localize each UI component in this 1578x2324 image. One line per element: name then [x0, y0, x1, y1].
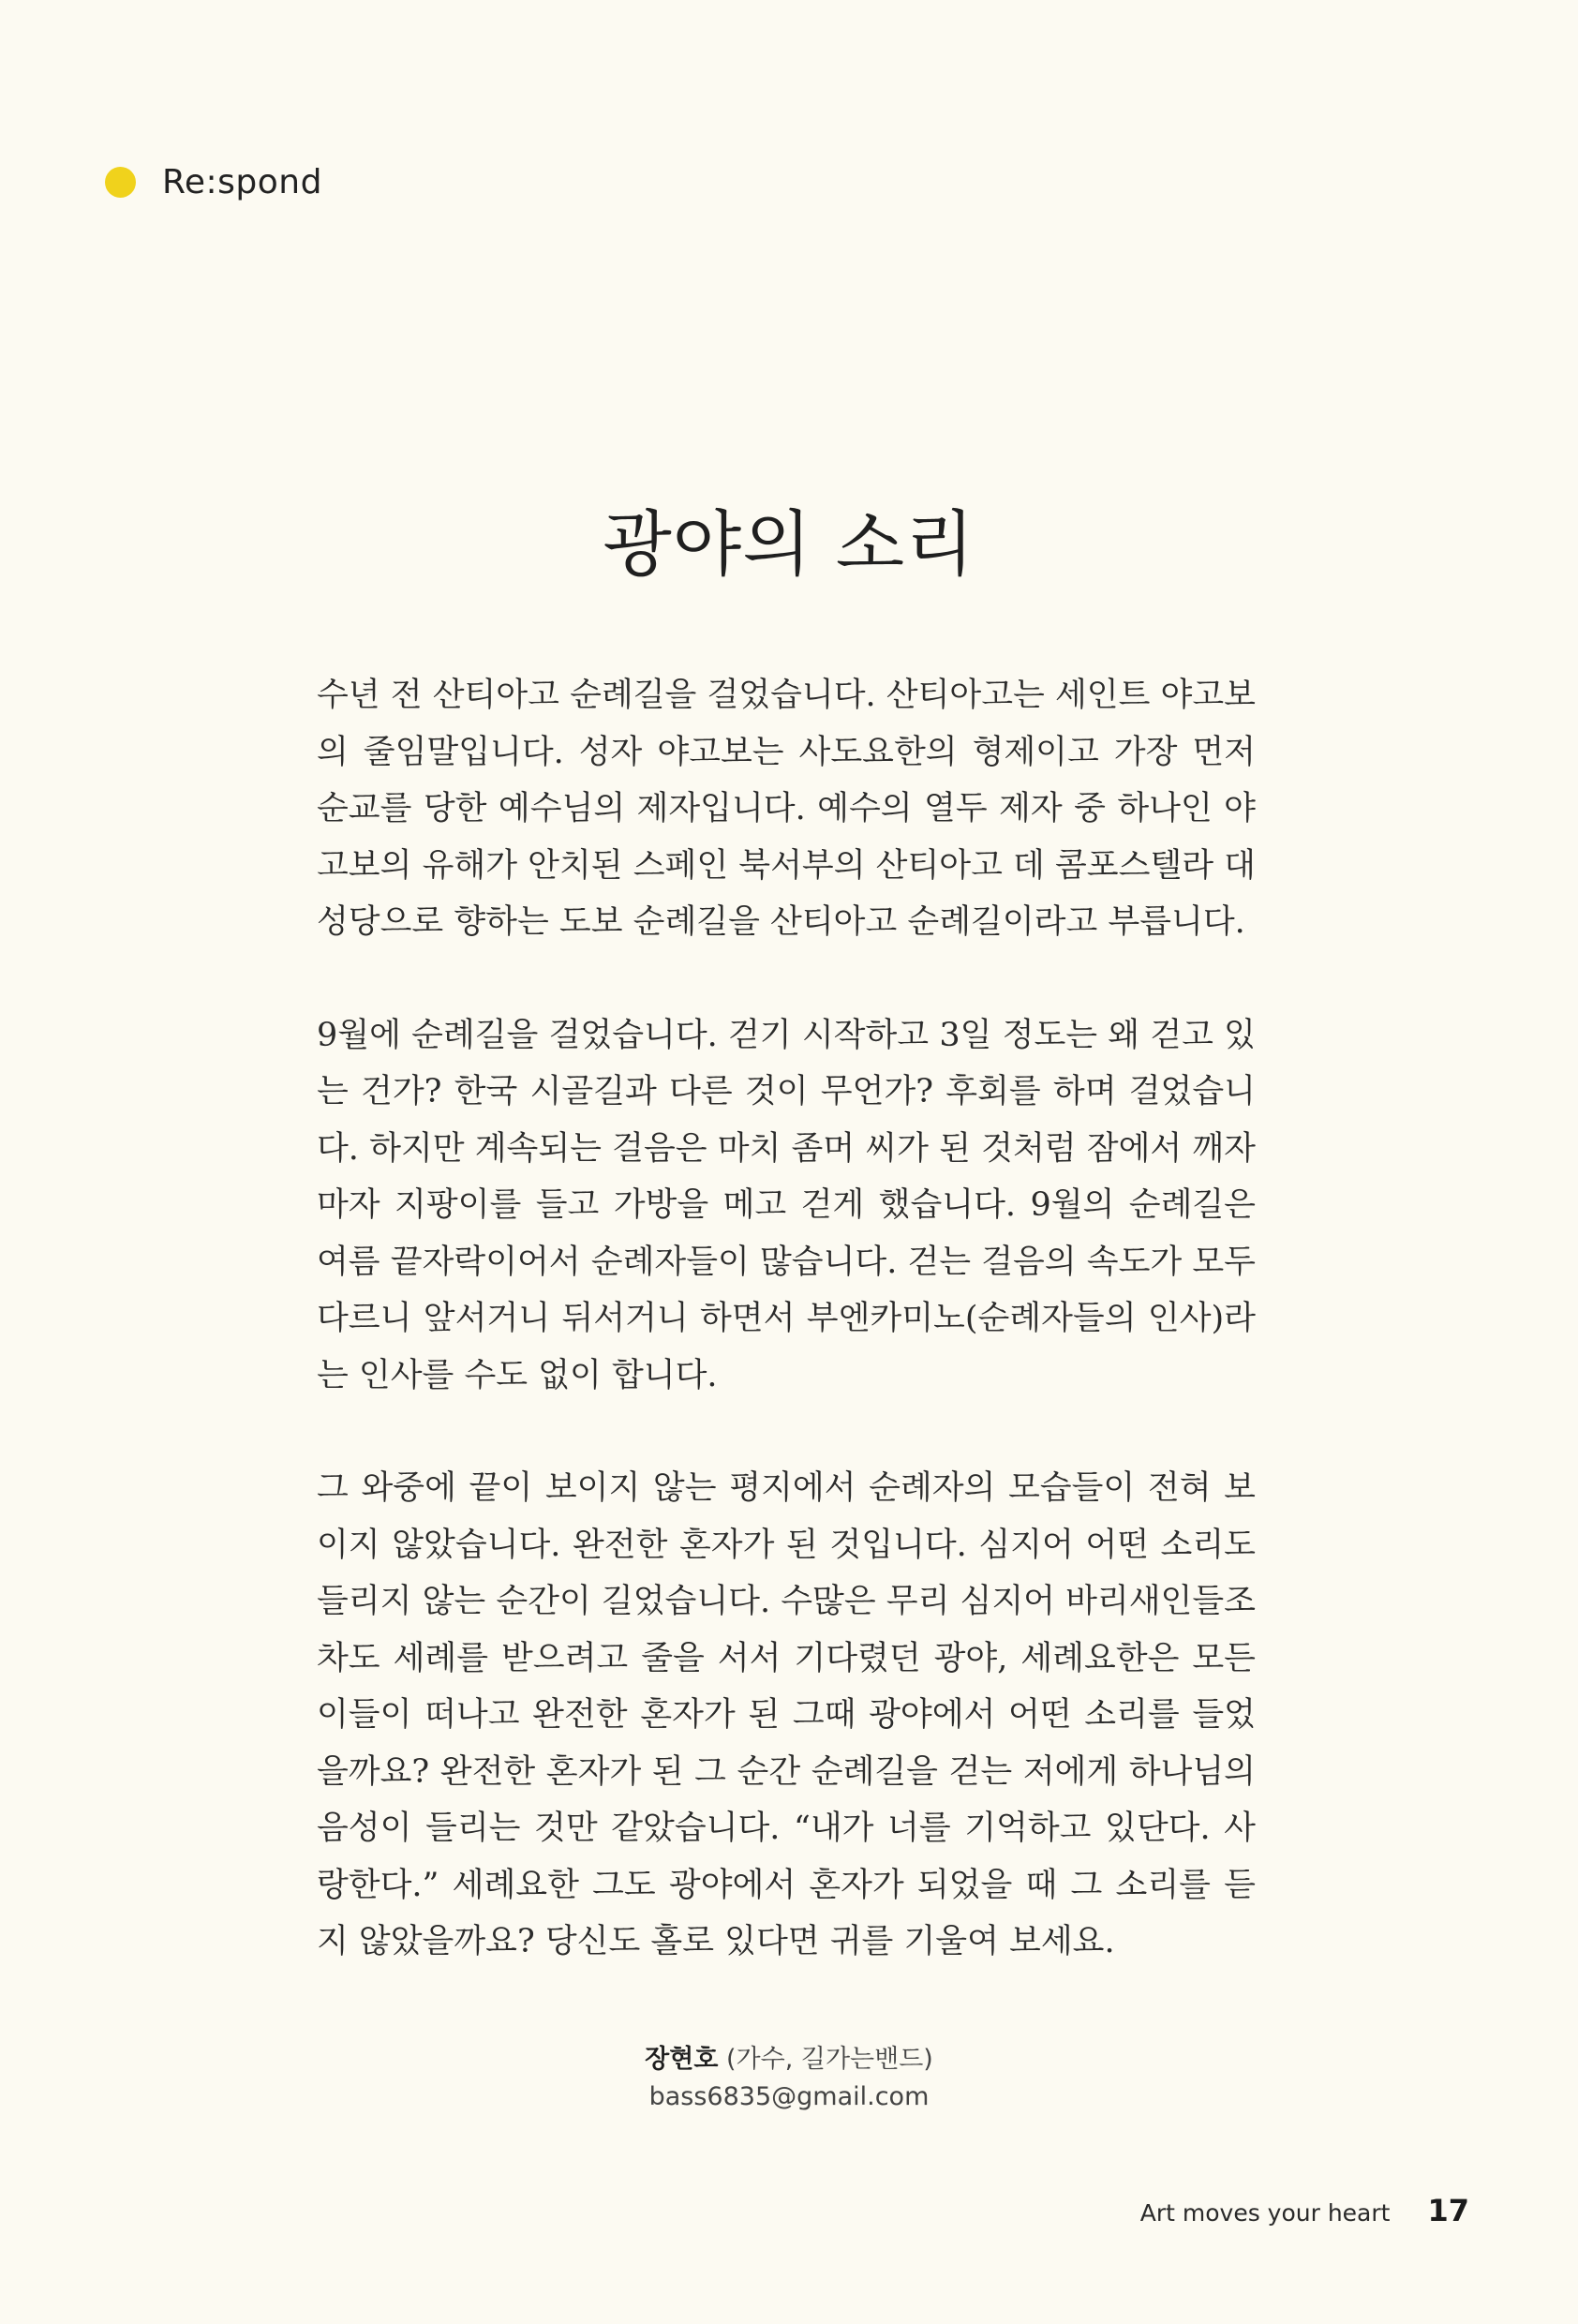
author-line — [0, 2041, 1578, 2078]
page-number: 17 — [1427, 2193, 1469, 2228]
section-label: Re:spond — [162, 162, 322, 201]
footer-tagline: Art moves your heart — [1139, 2199, 1391, 2227]
section-tag — [105, 157, 322, 206]
yellow-dot-icon — [105, 167, 136, 198]
page-footer — [1140, 2193, 1469, 2228]
author-name: 장현호 — [645, 2045, 719, 2074]
article-paragraph-3: 그 와중에 끝이 보이지 않는 평지에서 순례자의 모습들이 전혀 보이지 않았습니다. 완전한 혼자가 된 것입니다. 심지어 어떤 소리도 들리지 않는 순간이 길었습니다. 수많은 무리 심지어 바리새인들조차도 세례를 받으려고 줄을 서서 기다렸던 광야, 세례요한은 모든 이들이 떠나고 완전한 혼자가 된 그때 광야에서 어떤 소리를 들었을까요? 완전한 혼자가 된 그 순간 순례길을 걷는 저에게 하나님의 음성이 들리는 것만 같았습니다. “내가 너를 기억하고 있단다. 사랑한다.” 세례요한 그도 광야에서 혼자가 되었을 때 그 소리를 듣지 않았을까요? 당신도 홀로 있다면 귀를 기울여 보세요. — [317, 1469, 1256, 1960]
author-role: (가수, 길가는밴드) — [726, 2045, 933, 2074]
article-body — [317, 667, 1256, 2027]
article-title: 광야의 소리 — [603, 502, 975, 586]
author-byline — [0, 2041, 1578, 2116]
article-paragraph-1: 수년 전 산티아고 순례길을 걸었습니다. 산티아고는 세인트 야고보의 줄임말입니다. 성자 야고보는 사도요한의 형제이고 가장 먼저 순교를 당한 예수님의 제자입니다. 예수의 열두 제자 중 하나인 야고보의 유해가 안치된 스페인 북서부의 산티아고 데 콤포스텔라 대성당으로 향하는 도보 순례길을 산티아고 순례길이라고 부릅니다. — [317, 677, 1256, 941]
author-email[interactable]: bass6835@gmail.com — [648, 2082, 930, 2111]
article-paragraph-2: 9월에 순례길을 걸었습니다. 걷기 시작하고 3일 정도는 왜 걷고 있는 건가? 한국 시골길과 다른 것이 무언가? 후회를 하며 걸었습니다. 하지만 계속되는 걸음은 마치 좀머 씨가 된 것처럼 잠에서 깨자마자 지팡이를 들고 가방을 메고 걷게 했습니다. 9월의 순례길은 여름 끝자락이어서 순례자들이 많습니다. 걷는 걸음의 속도가 모두 다르니 앞서거니 뒤서거니 하면서 부엔카미노(순례자들의 인사)라는 인사를 수도 없이 합니다. — [317, 1016, 1256, 1394]
